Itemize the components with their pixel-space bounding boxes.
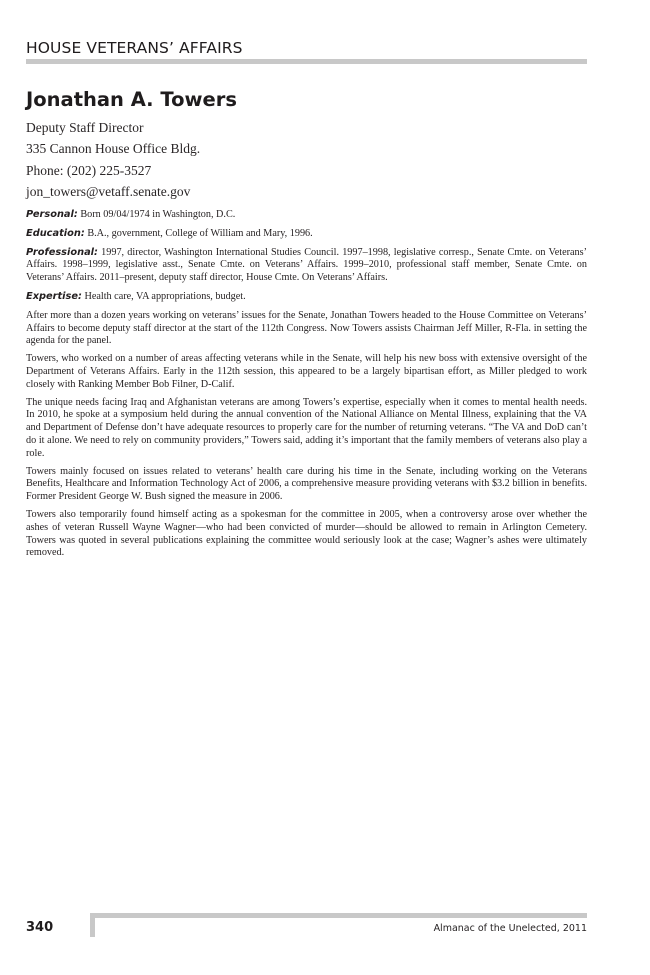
professional-entry: [26, 247, 587, 285]
personal-text: Born 09/04/1974 in Washington, D.C.: [77, 209, 236, 220]
header-divider: [26, 59, 587, 64]
profile-name: Jonathan A. Towers: [26, 88, 237, 111]
personal-entry: [26, 209, 587, 222]
body-paragraph: Towers also temporarily found himself acting as a spokesman for the committee in 2005, when a controversy arose over whether the ashes of veteran Russell Wayne Wagner—who had been convicted of murder—should be allowed to remain in Arlington Cemetery. Towers was quoted in several publications explaining the committee would seriously look at the case; Wagner’s ashes were ultimately removed.: [26, 508, 587, 559]
body-paragraph: Towers mainly focused on issues related to veterans’ health care during his time in the Senate, including working on the Veterans Benefits, Healthcare and Information Technology Act of 2006, a comprehensive measure providing veterans with $3.2 billion in benefits. Former President George W. Bush signed the measure in 2006.: [26, 465, 587, 503]
expertise-label: Expertise:: [26, 290, 82, 302]
document-page: [26, 0, 587, 975]
footer-divider: [90, 913, 587, 918]
footer-divider-vertical: [90, 913, 95, 937]
body-paragraph: The unique needs facing Iraq and Afghanistan veterans are among Towers’s expertise, especially when it comes to mental health needs. In 2010, he spoke at a symposium held during the annual convention of the National Alliance on Mental Illness, explaining that the VA and Department of Defense don’t have adequate resources to properly care for the number of returning veterans. “The VA and DoD can’t do it alone. We need to rely on community providers,” Towers said, adding it’s important that the family members of veterans also play a role.: [26, 396, 587, 459]
body-paragraph: After more than a dozen years working on veterans’ issues for the Senate, Jonathan Towers headed to the House Committee on Veterans’ Affairs to become deputy staff director at the start of the 112th Congress. Now Towers assists Chairman Jeff Miller, R-Fla. in setting the agenda for the panel.: [26, 309, 587, 347]
publication-title: Almanac of the Unelected, 2011: [433, 923, 587, 934]
contact-block: [26, 117, 587, 202]
page-number: 340: [26, 920, 54, 935]
education-text: B.A., government, College of William and Mary, 1996.: [84, 227, 313, 239]
profile-title: Deputy Staff Director: [26, 120, 144, 135]
body-paragraph: Towers, who worked on a number of areas affecting veterans while in the Senate, will help his new boss with extensive oversight of the Department of Veterans Affairs. Early in the 112th session, this appeared to be a largely bipartisan effort, as Miller pledged to work closely with Ranking Member Bob Filner, D-Calif.: [26, 353, 587, 390]
education-entry: [26, 228, 587, 241]
profile-body: [26, 209, 587, 565]
professional-text: 1997, director, Washington International Studies Council. 1997–1998, legislative corresp., Senate Cmte. on Veterans’ Affairs. 1998–1999, legislative asst., Senate Cmte. on Veterans’ Affairs. 1999–2010, professional staff member, Senate Cmte. on Veterans’ Affairs. 2011–present, deputy staff director, House Cmte. On Veterans’ Affairs.: [26, 246, 587, 284]
professional-label: Professional:: [26, 246, 98, 258]
education-label: Education:: [26, 227, 85, 239]
profile-email: jon_towers@vetaff.senate.gov: [26, 183, 191, 199]
personal-label: Personal:: [26, 209, 78, 220]
profile-phone: Phone: (202) 225-3527: [26, 162, 152, 178]
section-header: HOUSE VETERANS’ AFFAIRS: [26, 39, 243, 57]
expertise-entry: [26, 291, 587, 304]
profile-address: 335 Cannon House Office Bldg.: [26, 141, 201, 157]
expertise-text: Health care, VA appropriations, budget.: [81, 290, 246, 302]
